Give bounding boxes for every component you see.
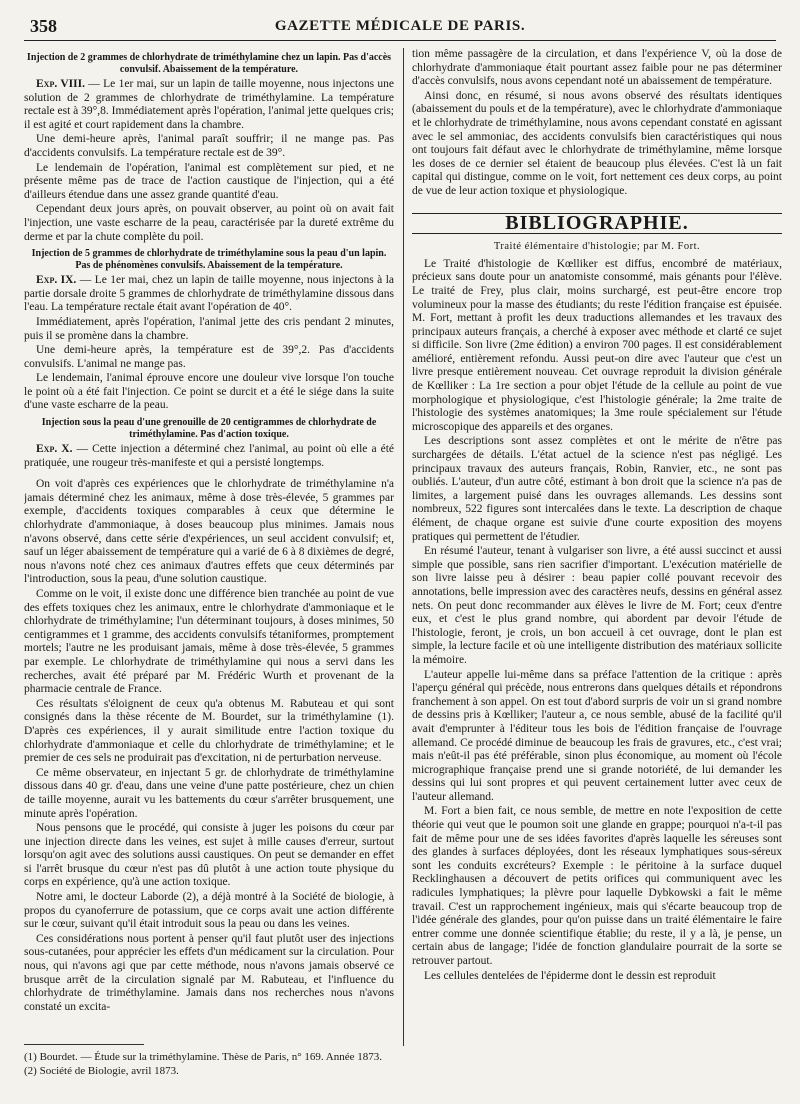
paragraph: Cependant deux jours après, on pouvait observer, au point où on avait fait l'injection, une vaste escharre de la peau, caractérisée par la dureté extrême du derme et par la chute complète du poil. [24,203,394,243]
footnote-rule [24,1044,144,1045]
experiment-label: Exp. X. [36,443,73,456]
paragraph: L'auteur appelle lui-même dans sa préface l'attention de la critique : après l'aperçu général qui précède, nous entrerons dans quelques détails et répondrons franchement à son appel. On est tout d'abord surpris de voir un si grand nombre de dessins pris à Kœlliker; l'auteur a, ce nous semble, abusé de la facilité qu'il avait d'emprunter à l'éditeur tous les bois de l'édition française de l'ouvrage allemand. Ce procédé diminue de beaucoup les frais de gravures, etc., c'est vrai; mais n'eût-il pas été préférable, sinon plus économique, au moment où l'école micrographique française prend une si grande notoriété, de lui demander les dessins qui lui sont propres et qui peuvent certainement lutter avec ceux de l'auteur allemand. [412,668,782,803]
left-column [24,48,394,1042]
paragraph: Une demi-heure après, la température est de 39°,2. Pas d'accidents convulsifs. L'animal ne mange pas. [24,344,394,370]
paragraph: Comme on le voit, il existe donc une différence bien tranchée au point de vue des effets toxiques chez les animaux, entre le chlorhydrate d'ammoniaque et le chlorhydrate de triméthylamine; l'un déterminant toujours, à doses minimes, 50 centigrammes et 1 gramme, des accidents convulsifs tétaniformes, promptement mortels; l'autre ne les produisant jamais, même à dose très-élevée, 5 grammes par exemple. Le chlorhydrate de triméthylamine qui nous a servi dans les recherches, avait été préparé par M. Frédéric Wurth et provenant de la pharmacie centrale de France. [24,588,394,696]
paragraph: Ces résultats s'éloignent de ceux qu'a obtenus M. Rabuteau et qui sont consignés dans la thèse récente de M. Bourdet, sur la triméthylamine (1). D'après ces expériences, il y aurait similitude entre l'action toxique du chlorhydrate d'ammoniaque et celle du chlorhydrate de triméthylamine; et le premier de ces sels ne produirait pas d'excitation, ni de perturbation nerveuse. [24,697,394,765]
paragraph [24,274,394,315]
paragraph: On voit d'après ces expériences que le chlorhydrate de triméthylamine n'a jamais déterminé chez les animaux, même à dose très-élevée, 5 grammes par exemple, d'accidents toxiques comparables à ceux que détermine le chlorhydrate d'ammoniaque, à doses beaucoup plus minimes. Jamais nous n'avons observé, dans cette série d'expériences, un seul accident convulsif; et, sauf un léger abaissement de température qui a varié de 6 à 8 dixièmes de degré, nous n'avons noté chez ces animaux d'autres effets que ceux déterminés par l'introduction, sous la peau, d'une solution caustique. [24,478,394,586]
paragraph: Nous pensons que le procédé, qui consiste à juger les poisons du cœur par une injection directe dans les veines, est sujet à mille causes d'erreur, surtout lorsqu'on agit avec des solutions aussi caustiques. On peut se demander en effet si l'arrêt brusque du cœur n'est pas dû plutôt à une action toute physique du corps en expérience, qu'à une action toxique. [24,822,394,889]
paragraph-text: — Le 1er mai, sur un lapin de taille moyenne, nous injectons une solution de 2 grammes de chlorhydrate de triméthylamine. La température rectale est à 39°,8. Immédiatement après l'opération, l'animal jette quelques cris; il est agité et court rapidement dans la chambre. [24,78,394,131]
footnote: (1) Bourdet. — Étude sur la triméthylamine. Thèse de Paris, n° 169. Année 1873. [24,1051,382,1063]
paragraph: Immédiatement, après l'opération, l'animal jette des cris pendant 2 minutes, puis il se promène dans la chambre. [24,315,394,342]
experiment-subheading: Injection de 5 grammes de chlorhydrate de triméthylamine sous la peau d'un lapin. Pas de phénomènes convulsifs. Abaissement de la température. [31,248,387,271]
paragraph-text: — Le 1er mai, chez un lapin de taille moyenne, nous injectons à la partie dorsale droite 5 grammes de chlorhydrate de triméthylamine dissous dans l'eau. La température rectale était avant l'opération de 40°. [24,274,394,314]
paragraph: Le Traité d'histologie de Kœlliker est diffus, encombré de matériaux, précieux sans doute pour un anatomiste consommé, mais génants pour l'élève. Le traité de Frey, plus clair, moins surchargé, est peut-être encore trop volumineux pour la masse des étudiants; du reste l'édition française est épuisée. M. Fort, mettant à profit les deux traductions allemandes et les travaux des principaux auteurs français, a cherché à exposer avec méthode et clarté ce sujet si difficile. Son livre (2me édition) a environ 700 pages. Il est considérablement amélioré, entièrement refondu. Aussi peut-on dire avec l'auteur que c'est un livre presque entièrement nouveau. Cet ouvrage reproduit la division générale de Kœlliker : La 1re section a pour objet l'étude de la cellule au point de vue morphologique et physiologique, c'est l'histologie générale; la 2me traite de l'histologie des systèmes anatomiques; la 3me roule spécialement sur l'étude microscopique des appareils et des organes. [412,257,782,433]
paragraph: En résumé l'auteur, tenant à vulgariser son livre, a été aussi succinct et aussi simple que possible, sans rien sacrifier d'important. L'exécution matérielle de son livre laisse peu à désirer : beau papier collé pouvant recevoir des annotations, belle impression avec des caractères neufs, dessins en général assez nets. On peut donc recommander aux élèves le livre de M. Fort; ceux d'entre eux, et c'est le plus grand nombre, qui abordent par devoir l'étude de l'histologie, feront, je crois, un bon accueil à cet ouvrage, dont le plan est simple, la lecture facile et où une intelligente distribution des matériaux sollicite la mémoire. [412,545,782,666]
right-column [412,48,782,1094]
paragraph: M. Fort a bien fait, ce nous semble, de mettre en note l'exposition de cette théorie qui veut que le poumon soit une glande en grappe; pourquoi n'a-t-il pas fait de même pour une de ses idées favorites d'après laquelle les séreuses sont des glandes à surfaces déployées, dont les réseaux lymphatiques sous-séreux sont les conduits excréteurs? Exemple : le péritoine à la surface duquel Recklinghausen a découvert de petits orifices qui communiquent avec les radicules lymphatiques; la plèvre pour laquelle Dybkowski a fait le même travail. C'est un rapprochement ingénieux, mais qui s'écarte beaucoup trop de l'idée générale des glandes, pour qu'on puisse dans un traité élémentaire le faire entrer comme une donnée scientifique établie; du reste, il y a là, je pense, un certain abus de langage; l'idée de fonction glandulaire pourrait de la sorte se retrouver partout. [412,805,782,967]
paragraph: Le lendemain de l'opération, l'animal est complètement sur pied, et ne présente même pas de trace de l'action caustique de l'injection, qui a été d'ailleurs étendue dans une assez grande quantité d'eau. [24,161,394,201]
experiment-label: Exp. VIII. [36,78,85,90]
footnote: (2) Société de Biologie, avril 1873. [24,1065,179,1077]
paragraph [24,78,394,132]
paragraph: Les cellules dentelées de l'épiderme dont le dessin est reproduit [424,969,716,982]
experiment-subheading: Injection de 2 grammes de chlorhydrate de triméthylamine chez un lapin. Pas d'accès convulsif. Abaissement de la température. [26,52,392,75]
paragraph-text: — Cette injection a déterminé chez l'animal, au point où elle a été pratiquée, une rougeur très-manifeste et qui a persisté longtemps. [24,443,394,469]
paragraph: Les descriptions sont assez complètes et ont le mérite de n'être pas surchargées de détails. L'état actuel de la science n'est pas négligé. Les principaux travaux des auteurs français, Robin, Ranvier, etc., ne sont pas oubliés. L'auteur, d'un autre côté, estimant à bon droit que la science n'a pas de limites, a largement puisé dans les ouvrages allemands. Les dessins sont nombreux, 522 figures sont intercalées dans le texte. La description de chaque élément, de chaque organe est suivie d'une courte exposition des moyens pratiques qui permettent de l'étudier. [412,435,782,543]
journal-title: GAZETTE MÉDICALE DE PARIS. [274,18,526,34]
paragraph: Le lendemain, l'animal éprouve encore une douleur vive lorsque l'on touche le point où a été fait l'injection. Ce point se durcit et a été le siége dans la suite d'une vaste escharre de la peau. [24,372,394,412]
section-heading: BIBLIOGRAPHIE. [412,213,782,235]
page-number: 358 [30,16,57,36]
paragraph: Ces considérations nous portent à penser qu'il faut plutôt user des injections sous-cutanées, pour apprécier les effets d'un médicament sur la circulation. Pour nous, qui n'avons agi que par cette méthode, nous n'avons jamais observé ce brusque arrêt de la circulation signalé par M. Rabuteau, et l'influence du chlorhydrate de triméthylamine. Jamais dans nos recherches nous n'avons constaté un excita- [24,932,394,1013]
footnotes [24,1050,394,1078]
experiment-label: Exp. IX. [36,274,77,287]
column-divider [403,48,404,1046]
review-title: Traité élémentaire d'histologie; par M. Fort. [493,241,701,253]
paragraph: Ce même observateur, en injectant 5 gr. de chlorhydrate de triméthylamine dissous dans 40 gr. d'eau, dans une veine d'une patte postérieure, chez un chien de taille moyenne, aurait vu les battements du cœur s'arrêter brusquement, une minute après l'opération. [24,766,394,820]
experiment-subheading: Injection sous la peau d'une grenouille de 20 centigrammes de chlorhydrate de triméthylamine. Pas d'action toxique. [41,417,377,440]
paragraph: Ainsi donc, en résumé, si nous avons observé des résultats identiques (abaissement du pouls et de la température), avec le chlorhydrate d'ammoniaque et le chlorhydrate de triméthylamine, nous avons cependant constaté en agissant avec le sel ammoniac, des accidents convulsifs bien caractéristiques qui nous ont toujours fait défaut avec le chlorhydrate de triméthylamine, même lorsque les doses de ce dernier sel étaient de beaucoup plus élevées. C'est là un fait capital qui distingue, comme on le voit, fort nettement ces deux corps, au point de vue de leur action toxique et physiologique. [412,89,782,197]
paragraph [24,443,394,470]
paragraph: Notre ami, le docteur Laborde (2), a déjà montré à la Société de biologie, à propos du cyanoferrure de potassium, que ce corps avait une action différente sur le cœur, suivant qu'il était introduit sous la peau ou dans les veines. [24,891,394,931]
page-header [24,14,776,41]
paragraph: tion même passagère de la circulation, et dans l'expérience V, où la dose de chlorhydrate d'ammoniaque était pourtant assez faible pour ne pas déterminer d'accès convulsifs, nous avons cependant noté un abaissement de température. [412,48,782,88]
paragraph: Une demi-heure après, l'animal paraît souffrir; il ne mange pas. Pas d'accidents convulsifs. La température rectale est de 39°. [24,133,394,159]
